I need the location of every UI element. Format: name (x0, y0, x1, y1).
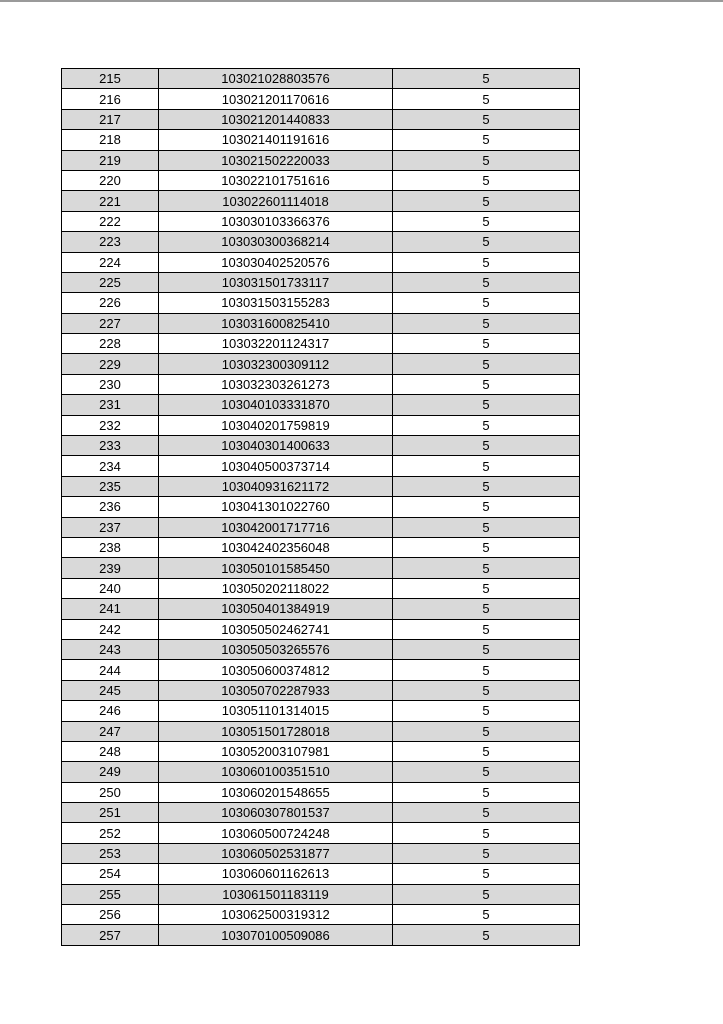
row-code-cell: 103040931621172 (159, 476, 393, 496)
row-value-cell: 5 (393, 109, 580, 129)
table-row (62, 517, 580, 537)
row-number-cell: 235 (62, 476, 159, 496)
row-number-cell: 215 (62, 69, 159, 89)
table-row (62, 864, 580, 884)
row-number-cell: 236 (62, 497, 159, 517)
row-value-cell: 5 (393, 558, 580, 578)
table-row (62, 293, 580, 313)
table-row (62, 619, 580, 639)
table-row (62, 905, 580, 925)
table-row (62, 741, 580, 761)
row-code-cell: 103070100509086 (159, 925, 393, 945)
row-number-cell: 243 (62, 639, 159, 659)
row-code-cell: 103050401384919 (159, 599, 393, 619)
row-code-cell: 103050702287933 (159, 680, 393, 700)
table-row (62, 232, 580, 252)
row-value-cell: 5 (393, 476, 580, 496)
row-code-cell: 103032201124317 (159, 334, 393, 354)
row-code-cell: 103060601162613 (159, 864, 393, 884)
table-row (62, 537, 580, 557)
table-row (62, 109, 580, 129)
row-value-cell: 5 (393, 782, 580, 802)
table-row (62, 599, 580, 619)
table-row (62, 150, 580, 170)
data-table-body (62, 69, 580, 946)
row-value-cell: 5 (393, 619, 580, 639)
row-value-cell: 5 (393, 905, 580, 925)
row-number-cell: 241 (62, 599, 159, 619)
table-row (62, 925, 580, 945)
table-row (62, 130, 580, 150)
row-code-cell: 103022601114018 (159, 191, 393, 211)
row-value-cell: 5 (393, 211, 580, 231)
row-code-cell: 103030402520576 (159, 252, 393, 272)
row-value-cell: 5 (393, 170, 580, 190)
row-code-cell: 103041301022760 (159, 497, 393, 517)
row-value-cell: 5 (393, 272, 580, 292)
table-row (62, 721, 580, 741)
table-row (62, 782, 580, 802)
row-code-cell: 103051101314015 (159, 701, 393, 721)
row-number-cell: 217 (62, 109, 159, 129)
row-code-cell: 103052003107981 (159, 741, 393, 761)
row-number-cell: 216 (62, 89, 159, 109)
row-code-cell: 103062500319312 (159, 905, 393, 925)
table-row (62, 89, 580, 109)
row-value-cell: 5 (393, 313, 580, 333)
table-row (62, 639, 580, 659)
row-code-cell: 103040103331870 (159, 395, 393, 415)
row-code-cell: 103042001717716 (159, 517, 393, 537)
row-number-cell: 242 (62, 619, 159, 639)
row-code-cell: 103021201440833 (159, 109, 393, 129)
row-code-cell: 103021028803576 (159, 69, 393, 89)
row-code-cell: 103060201548655 (159, 782, 393, 802)
row-number-cell: 237 (62, 517, 159, 537)
row-number-cell: 223 (62, 232, 159, 252)
row-code-cell: 103032303261273 (159, 374, 393, 394)
table-row (62, 558, 580, 578)
row-value-cell: 5 (393, 436, 580, 456)
row-number-cell: 252 (62, 823, 159, 843)
data-table (61, 68, 580, 946)
row-code-cell: 103040500373714 (159, 456, 393, 476)
row-value-cell: 5 (393, 680, 580, 700)
table-row (62, 415, 580, 435)
row-number-cell: 219 (62, 150, 159, 170)
row-code-cell: 103060100351510 (159, 762, 393, 782)
row-code-cell: 103022101751616 (159, 170, 393, 190)
table-row (62, 252, 580, 272)
row-value-cell: 5 (393, 741, 580, 761)
row-code-cell: 103061501183119 (159, 884, 393, 904)
row-number-cell: 227 (62, 313, 159, 333)
row-value-cell: 5 (393, 395, 580, 415)
page-top-border (0, 0, 723, 2)
table-row (62, 762, 580, 782)
table-row (62, 436, 580, 456)
row-value-cell: 5 (393, 803, 580, 823)
table-row (62, 476, 580, 496)
row-number-cell: 224 (62, 252, 159, 272)
row-value-cell: 5 (393, 232, 580, 252)
row-value-cell: 5 (393, 537, 580, 557)
row-value-cell: 5 (393, 660, 580, 680)
row-code-cell: 103050502462741 (159, 619, 393, 639)
row-code-cell: 103031503155283 (159, 293, 393, 313)
row-number-cell: 257 (62, 925, 159, 945)
row-number-cell: 250 (62, 782, 159, 802)
table-row (62, 456, 580, 476)
row-number-cell: 240 (62, 578, 159, 598)
row-number-cell: 246 (62, 701, 159, 721)
row-code-cell: 103050202118022 (159, 578, 393, 598)
table-row (62, 211, 580, 231)
table-row (62, 843, 580, 863)
row-code-cell: 103050600374812 (159, 660, 393, 680)
table-row (62, 803, 580, 823)
row-code-cell: 103060307801537 (159, 803, 393, 823)
table-row (62, 578, 580, 598)
table-row (62, 170, 580, 190)
row-code-cell: 103032300309112 (159, 354, 393, 374)
table-row (62, 823, 580, 843)
row-number-cell: 245 (62, 680, 159, 700)
row-value-cell: 5 (393, 721, 580, 741)
row-code-cell: 103031501733117 (159, 272, 393, 292)
row-value-cell: 5 (393, 334, 580, 354)
row-number-cell: 249 (62, 762, 159, 782)
row-value-cell: 5 (393, 191, 580, 211)
row-code-cell: 103031600825410 (159, 313, 393, 333)
row-value-cell: 5 (393, 517, 580, 537)
row-number-cell: 229 (62, 354, 159, 374)
row-number-cell: 220 (62, 170, 159, 190)
row-value-cell: 5 (393, 701, 580, 721)
row-code-cell: 103042402356048 (159, 537, 393, 557)
table-row (62, 272, 580, 292)
row-number-cell: 234 (62, 456, 159, 476)
row-number-cell: 226 (62, 293, 159, 313)
row-value-cell: 5 (393, 69, 580, 89)
row-number-cell: 251 (62, 803, 159, 823)
table-row (62, 701, 580, 721)
row-number-cell: 230 (62, 374, 159, 394)
row-code-cell: 103050101585450 (159, 558, 393, 578)
table-row (62, 497, 580, 517)
row-value-cell: 5 (393, 925, 580, 945)
row-value-cell: 5 (393, 354, 580, 374)
row-code-cell: 103030103366376 (159, 211, 393, 231)
row-value-cell: 5 (393, 639, 580, 659)
row-code-cell: 103030300368214 (159, 232, 393, 252)
row-value-cell: 5 (393, 150, 580, 170)
row-value-cell: 5 (393, 374, 580, 394)
row-value-cell: 5 (393, 578, 580, 598)
table-row (62, 191, 580, 211)
row-code-cell: 103051501728018 (159, 721, 393, 741)
row-number-cell: 253 (62, 843, 159, 863)
row-number-cell: 248 (62, 741, 159, 761)
row-number-cell: 244 (62, 660, 159, 680)
table-row (62, 395, 580, 415)
row-value-cell: 5 (393, 762, 580, 782)
row-value-cell: 5 (393, 415, 580, 435)
row-code-cell: 103040301400633 (159, 436, 393, 456)
row-number-cell: 233 (62, 436, 159, 456)
row-number-cell: 231 (62, 395, 159, 415)
table-row (62, 374, 580, 394)
row-code-cell: 103060500724248 (159, 823, 393, 843)
row-number-cell: 254 (62, 864, 159, 884)
row-value-cell: 5 (393, 823, 580, 843)
row-number-cell: 256 (62, 905, 159, 925)
table-row (62, 680, 580, 700)
table-row (62, 69, 580, 89)
table-row (62, 313, 580, 333)
row-value-cell: 5 (393, 252, 580, 272)
row-value-cell: 5 (393, 864, 580, 884)
row-number-cell: 225 (62, 272, 159, 292)
row-value-cell: 5 (393, 456, 580, 476)
row-code-cell: 103021401191616 (159, 130, 393, 150)
row-value-cell: 5 (393, 293, 580, 313)
table-row (62, 884, 580, 904)
row-number-cell: 255 (62, 884, 159, 904)
row-code-cell: 103021502220033 (159, 150, 393, 170)
row-number-cell: 221 (62, 191, 159, 211)
row-number-cell: 247 (62, 721, 159, 741)
row-value-cell: 5 (393, 843, 580, 863)
row-value-cell: 5 (393, 599, 580, 619)
row-number-cell: 222 (62, 211, 159, 231)
row-code-cell: 103021201170616 (159, 89, 393, 109)
row-number-cell: 218 (62, 130, 159, 150)
table-row (62, 660, 580, 680)
row-value-cell: 5 (393, 884, 580, 904)
row-value-cell: 5 (393, 497, 580, 517)
row-code-cell: 103040201759819 (159, 415, 393, 435)
table-row (62, 354, 580, 374)
table-row (62, 334, 580, 354)
row-value-cell: 5 (393, 89, 580, 109)
row-code-cell: 103050503265576 (159, 639, 393, 659)
row-value-cell: 5 (393, 130, 580, 150)
row-number-cell: 239 (62, 558, 159, 578)
row-number-cell: 228 (62, 334, 159, 354)
row-number-cell: 232 (62, 415, 159, 435)
row-number-cell: 238 (62, 537, 159, 557)
row-code-cell: 103060502531877 (159, 843, 393, 863)
